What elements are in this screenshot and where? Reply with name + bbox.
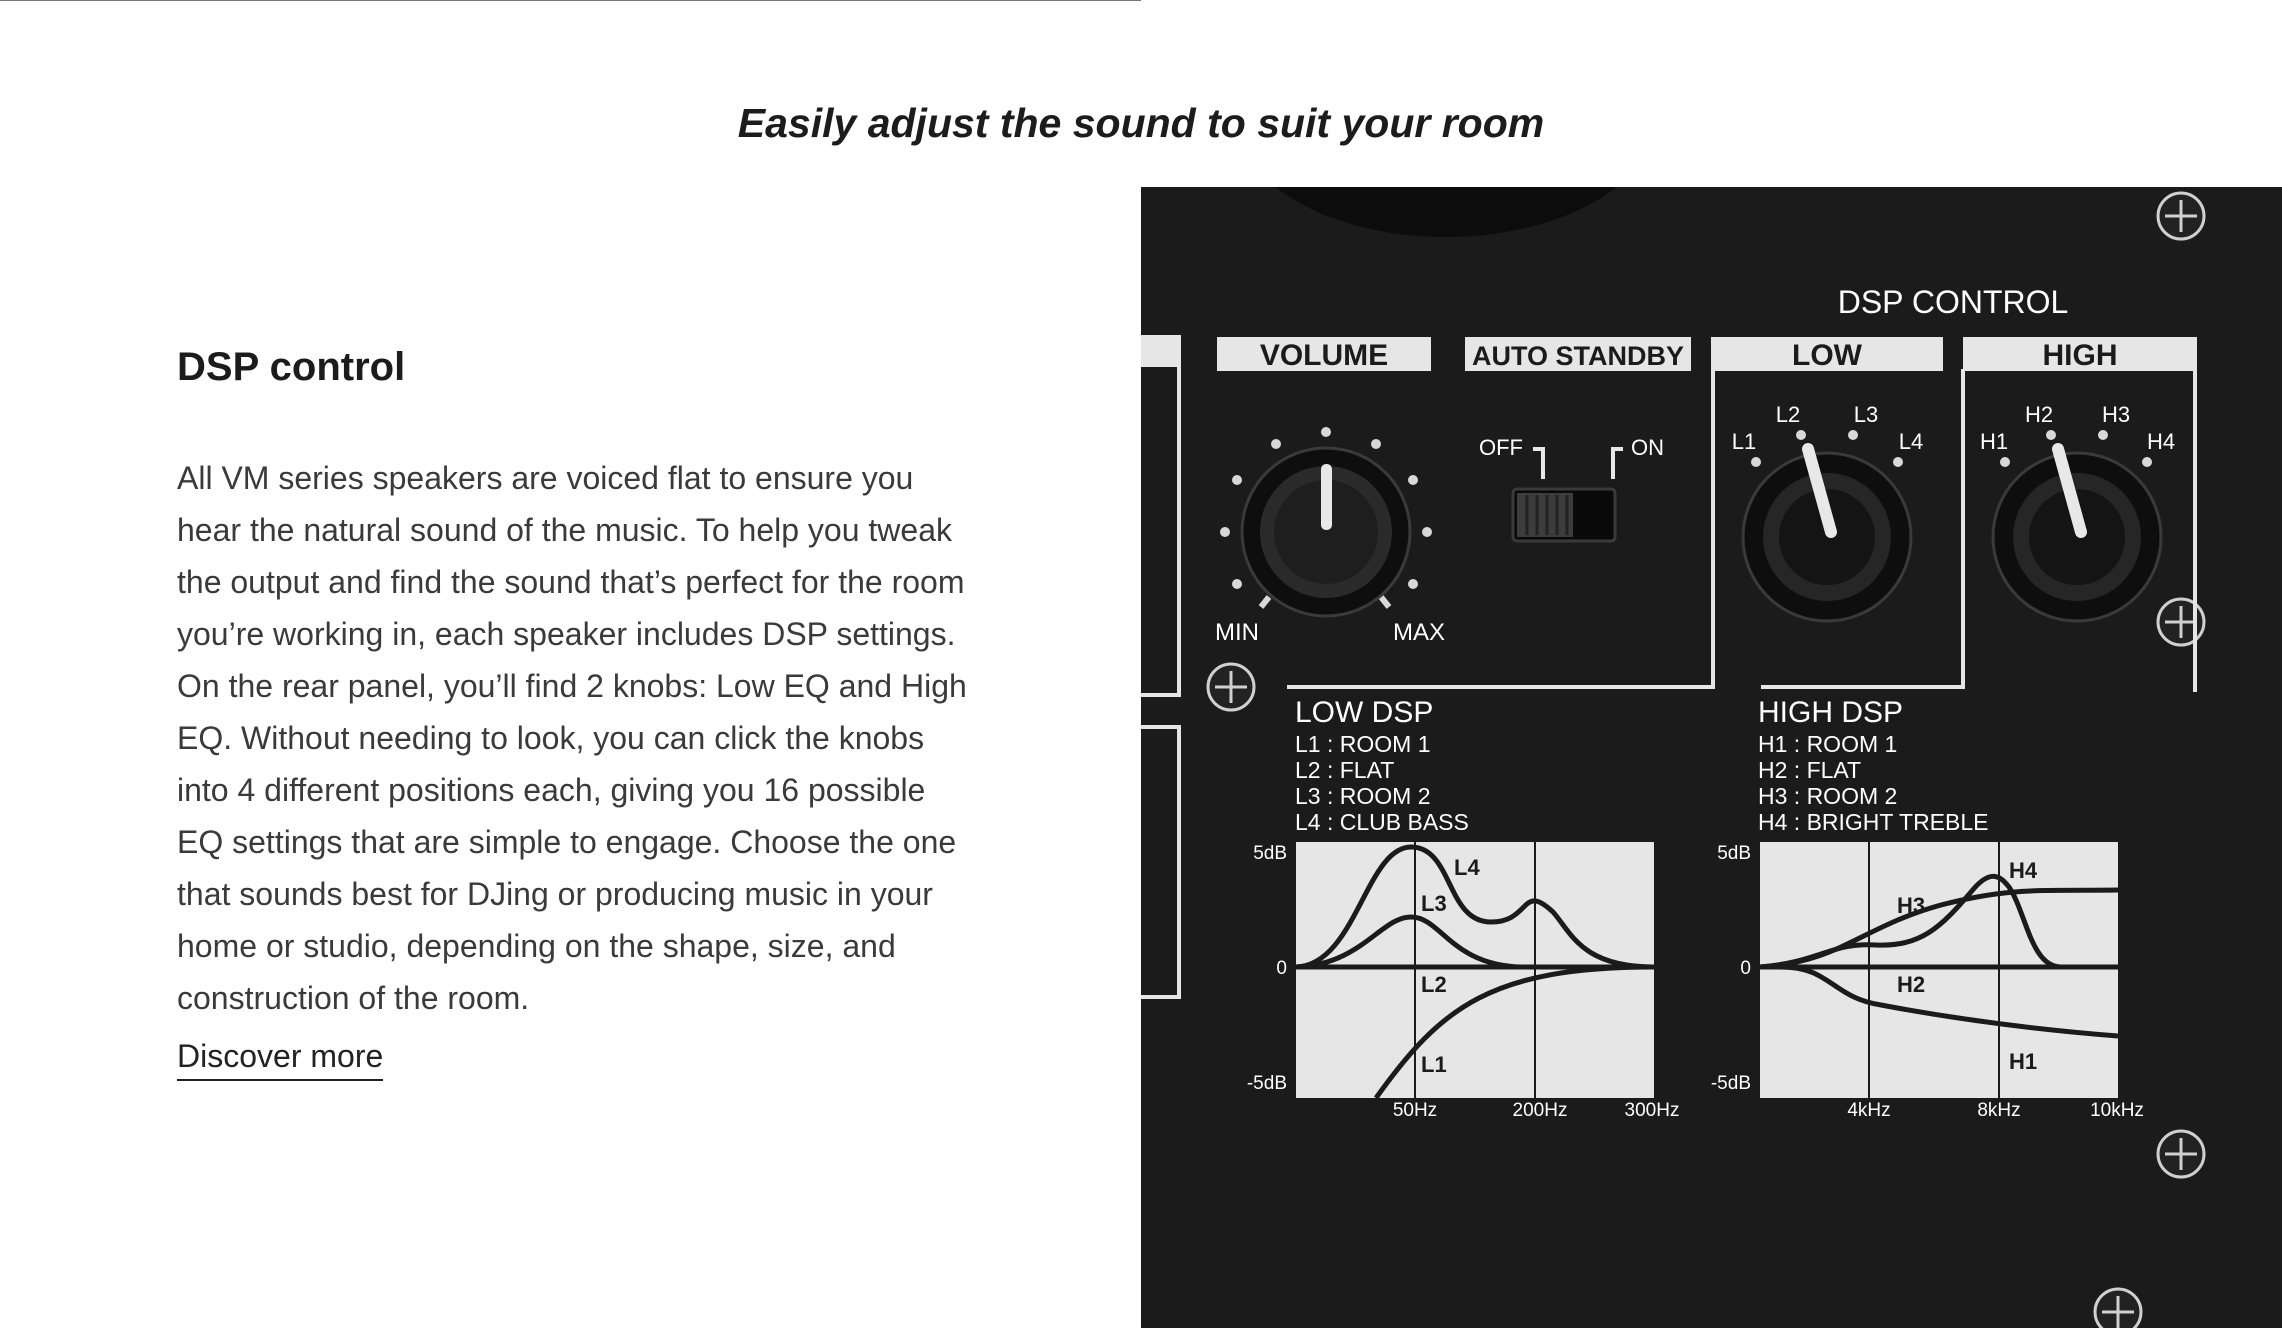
frame-line <box>1141 337 1179 695</box>
high-x-tick: 8kHz <box>1977 1100 2021 1121</box>
high-pos-h2: H2 <box>2024 402 2054 427</box>
standby-label: AUTO STANDBY <box>1471 341 1685 371</box>
standby-off: OFF <box>1479 435 1523 460</box>
low-pos-l3: L3 <box>1853 402 1879 427</box>
low-dsp-line: L2 : FLAT <box>1295 757 1395 783</box>
woofer-edge <box>1236 187 1656 237</box>
high-pos-h1: H1 <box>1979 429 2009 454</box>
low-x-tick: 200Hz <box>1512 1100 1568 1121</box>
low-dsp-title: LOW DSP <box>1295 696 1434 729</box>
screw-icon <box>2158 1131 2204 1177</box>
low-dsp-graph <box>1296 842 1654 1098</box>
high-dsp-graph <box>1760 842 2118 1098</box>
dsp-control-title: DSP CONTROL <box>1837 284 2069 320</box>
high-curve-label: H1 <box>2009 1049 2038 1074</box>
low-x-tick: 300Hz <box>1624 1100 1680 1121</box>
low-dsp-line: L3 : ROOM 2 <box>1295 783 1431 809</box>
screw-icon <box>2158 193 2204 239</box>
volume-knob <box>1220 427 1432 616</box>
discover-more-link[interactable]: Discover more <box>177 1038 383 1081</box>
screw-icon <box>2158 599 2204 645</box>
low-pos-l4: L4 <box>1898 429 1924 454</box>
auto-standby-switch <box>1513 489 1615 541</box>
switch-guides <box>1533 449 1623 479</box>
high-x-tick: 4kHz <box>1847 1100 1891 1121</box>
low-label: LOW <box>1792 339 1862 372</box>
high-y-tick: 0 <box>1740 958 1751 979</box>
low-curve-label: L1 <box>1421 1052 1447 1077</box>
low-curve-label: L2 <box>1421 972 1447 997</box>
high-dsp-line: H1 : ROOM 1 <box>1758 731 1898 757</box>
high-curve-label: H4 <box>2009 858 2038 883</box>
low-dsp-line: L1 : ROOM 1 <box>1295 731 1431 757</box>
screw-icon <box>2095 1289 2141 1328</box>
standby-on: ON <box>1631 435 1664 460</box>
content-body: All VM series speakers are voiced flat to ensure you hear the natural sound of the music. To help you tweak the output and find the sound that’s perfect for the room you’re working in, each speaker includes DSP settings. On the rear panel, you’ll find 2 knobs: Low EQ and High EQ. Without needing to look, you can click the knobs into 4 different positions each, giving you 16 possible EQ settings that are simple to engage. Choose the one that sounds best for DJing or producing music in your home or studio, depending on the shape, size, and construction of the room. <box>177 460 967 1016</box>
volume-label: VOLUME <box>1259 339 1389 372</box>
low-eq-knob <box>1743 430 1911 621</box>
high-dsp-line: H2 : FLAT <box>1758 757 1862 783</box>
high-pos-h3: H3 <box>2101 402 2131 427</box>
high-y-tick: -5dB <box>1710 1073 1751 1094</box>
volume-max: MAX <box>1393 619 1446 646</box>
high-pos-h4: H4 <box>2146 429 2176 454</box>
screw-icon <box>1208 664 1254 710</box>
frame-label-bar <box>1141 337 1179 367</box>
high-label: HIGH <box>2042 339 2118 372</box>
high-eq-knob <box>1993 430 2161 621</box>
high-dsp-title: HIGH DSP <box>1758 696 1904 729</box>
high-x-tick: 10kHz <box>2090 1100 2144 1121</box>
high-curve-label: H3 <box>1897 893 1926 918</box>
section-title: Easily adjust the sound to suit your room <box>737 100 1545 146</box>
top-divider <box>0 0 1141 1</box>
low-dsp-line: L4 : CLUB BASS <box>1295 809 1469 835</box>
low-y-tick: 0 <box>1276 958 1287 979</box>
dsp-panel-image <box>1141 187 2282 1328</box>
volume-min: MIN <box>1215 619 1259 646</box>
low-y-tick: -5dB <box>1246 1073 1287 1094</box>
high-curve-label: H2 <box>1897 972 1926 997</box>
high-dsp-line: H3 : ROOM 2 <box>1758 783 1898 809</box>
low-pos-l2: L2 <box>1775 402 1801 427</box>
text-column <box>177 345 977 1081</box>
low-pos-l1: L1 <box>1731 429 1757 454</box>
high-y-tick: 5dB <box>1717 843 1751 864</box>
low-curve-label: L3 <box>1421 891 1447 916</box>
low-x-tick: 50Hz <box>1392 1100 1438 1121</box>
frame-line <box>1141 727 1179 997</box>
low-y-tick: 5dB <box>1253 843 1287 864</box>
low-curve-label: L4 <box>1454 855 1480 880</box>
high-dsp-line: H4 : BRIGHT TREBLE <box>1758 809 1989 835</box>
content-heading: DSP control <box>177 345 406 389</box>
